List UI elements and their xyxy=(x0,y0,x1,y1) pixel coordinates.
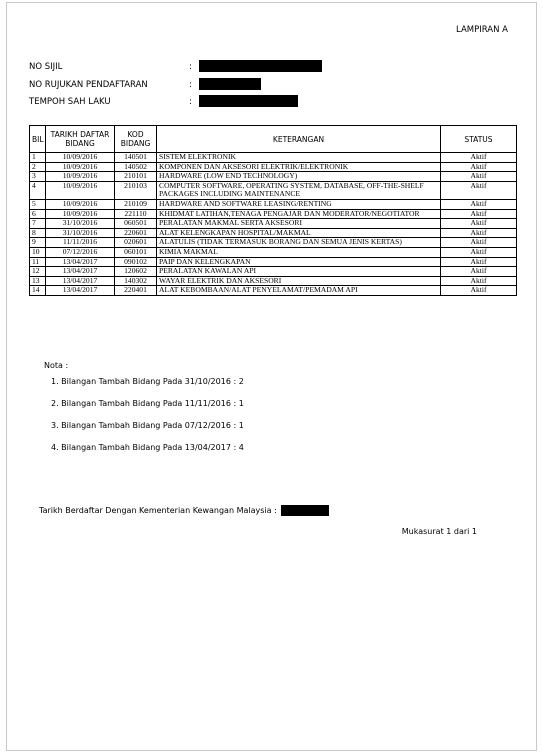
table-header-row xyxy=(30,126,517,153)
cell-keterangan: COMPUTER SOFTWARE, OPERATING SYSTEM, DATABASE, OFF-THE-SHELF PACKAGES INCLUDING MAINTENANCE xyxy=(157,181,441,199)
cell-tarikh: 10/09/2016 xyxy=(46,209,115,219)
cell-status: Aktif xyxy=(441,238,517,248)
cell-kod: 120602 xyxy=(115,267,157,277)
cell-bil: 8 xyxy=(30,228,46,238)
cell-bil: 4 xyxy=(30,181,46,199)
cell-kod: 060101 xyxy=(115,247,157,257)
table-row xyxy=(30,181,517,199)
cell-keterangan: SISTEM ELEKTRONIK xyxy=(157,153,441,163)
header-kod: KOD BIDANG xyxy=(115,126,157,153)
nota-item: 4. Bilangan Tambah Bidang Pada 13/04/2017 : 4 xyxy=(51,443,244,452)
cell-bil: 9 xyxy=(30,238,46,248)
cell-bil: 12 xyxy=(30,267,46,277)
table-row xyxy=(30,257,517,267)
cell-keterangan: PERALATAN KAWALAN API xyxy=(157,267,441,277)
cell-status: Aktif xyxy=(441,286,517,296)
cell-kod: 210109 xyxy=(115,199,157,209)
cell-status: Aktif xyxy=(441,153,517,163)
cell-status: Aktif xyxy=(441,181,517,199)
cell-kod: 140302 xyxy=(115,276,157,286)
cell-bil: 13 xyxy=(30,276,46,286)
cell-kod: 221110 xyxy=(115,209,157,219)
no-rujukan-row xyxy=(29,78,261,90)
cell-tarikh: 10/09/2016 xyxy=(46,181,115,199)
cell-kod: 090102 xyxy=(115,257,157,267)
lampiran-label: LAMPIRAN A xyxy=(456,25,508,35)
cell-keterangan: PERALATAN MAKMAL SERTA AKSESORI xyxy=(157,219,441,229)
nota-item: 3. Bilangan Tambah Bidang Pada 07/12/2016 : 1 xyxy=(51,421,244,430)
cell-kod: 210101 xyxy=(115,172,157,182)
redacted-no-sijil xyxy=(199,60,322,72)
cell-keterangan: KOMPONEN DAN AKSESORI ELEKTRIK/ELEKTRONIK xyxy=(157,162,441,172)
cell-status: Aktif xyxy=(441,267,517,277)
cell-keterangan: HARDWARE AND SOFTWARE LEASING/RENTING xyxy=(157,199,441,209)
cell-tarikh: 13/04/2017 xyxy=(46,276,115,286)
cell-bil: 10 xyxy=(30,247,46,257)
cell-keterangan: ALATULIS (TIDAK TERMASUK BORANG DAN SEMUA JENIS KERTAS) xyxy=(157,238,441,248)
cell-tarikh: 13/04/2017 xyxy=(46,257,115,267)
cell-kod: 060501 xyxy=(115,219,157,229)
table-row xyxy=(30,153,517,163)
cell-kod: 220401 xyxy=(115,286,157,296)
cell-tarikh: 10/09/2016 xyxy=(46,162,115,172)
no-sijil-label: NO SIJIL xyxy=(29,61,63,72)
cell-bil: 1 xyxy=(30,153,46,163)
table-row xyxy=(30,172,517,182)
cell-bil: 14 xyxy=(30,286,46,296)
header-status: STATUS xyxy=(441,126,517,153)
cell-keterangan: PAIP DAN KELENGKAPAN xyxy=(157,257,441,267)
tempoh-row xyxy=(29,95,298,107)
cell-tarikh: 13/04/2017 xyxy=(46,267,115,277)
no-sijil-row xyxy=(29,60,322,72)
table-row xyxy=(30,199,517,209)
header-bil: BIL xyxy=(30,126,46,153)
colon: : xyxy=(189,79,192,90)
redacted-tempoh xyxy=(199,95,298,107)
nota-title: Nota : xyxy=(44,361,69,370)
cell-bil: 7 xyxy=(30,219,46,229)
cell-status: Aktif xyxy=(441,276,517,286)
header-tarikh: TARIKH DAFTAR BIDANG xyxy=(46,126,115,153)
cell-kod: 210103 xyxy=(115,181,157,199)
table-row xyxy=(30,247,517,257)
cell-kod: 140502 xyxy=(115,162,157,172)
redacted-tarikh xyxy=(281,505,329,516)
colon: : xyxy=(189,96,192,107)
cell-tarikh: 10/09/2016 xyxy=(46,172,115,182)
cell-tarikh: 10/09/2016 xyxy=(46,199,115,209)
cell-tarikh: 11/11/2016 xyxy=(46,238,115,248)
cell-status: Aktif xyxy=(441,172,517,182)
cell-keterangan: WAYAR ELEKTRIK DAN AKSESORI xyxy=(157,276,441,286)
cell-bil: 2 xyxy=(30,162,46,172)
colon: : xyxy=(189,61,192,72)
cell-tarikh: 31/10/2016 xyxy=(46,219,115,229)
nota-item: 2. Bilangan Tambah Bidang Pada 11/11/2016 : 1 xyxy=(51,399,244,408)
cell-status: Aktif xyxy=(441,219,517,229)
cell-keterangan: HARDWARE (LOW END TECHNOLOGY) xyxy=(157,172,441,182)
bidang-table xyxy=(29,125,517,296)
cell-kod: 220601 xyxy=(115,228,157,238)
cell-bil: 3 xyxy=(30,172,46,182)
cell-bil: 6 xyxy=(30,209,46,219)
table-row xyxy=(30,286,517,296)
header-keterangan: KETERANGAN xyxy=(157,126,441,153)
cell-keterangan: ALAT KELENGKAPAN HOSPITAL/MAKMAL xyxy=(157,228,441,238)
cell-bil: 11 xyxy=(30,257,46,267)
cell-keterangan: KIMIA MAKMAL xyxy=(157,247,441,257)
tarikh-berdaftar-label: Tarikh Berdaftar Dengan Kementerian Kewangan Malaysia : xyxy=(39,506,277,515)
cell-tarikh: 31/10/2016 xyxy=(46,228,115,238)
cell-tarikh: 07/12/2016 xyxy=(46,247,115,257)
cell-status: Aktif xyxy=(441,209,517,219)
cell-status: Aktif xyxy=(441,162,517,172)
cell-tarikh: 10/09/2016 xyxy=(46,153,115,163)
cell-kod: 140501 xyxy=(115,153,157,163)
cell-status: Aktif xyxy=(441,199,517,209)
cell-kod: 020601 xyxy=(115,238,157,248)
cell-bil: 5 xyxy=(30,199,46,209)
cell-status: Aktif xyxy=(441,257,517,267)
page-number: Mukasurat 1 dari 1 xyxy=(401,527,477,536)
redacted-no-rujukan xyxy=(199,78,261,90)
tarikh-berdaftar-row xyxy=(39,505,329,516)
tempoh-label: TEMPOH SAH LAKU xyxy=(29,96,111,107)
cell-status: Aktif xyxy=(441,228,517,238)
table-row xyxy=(30,238,517,248)
nota-item: 1. Bilangan Tambah Bidang Pada 31/10/2016 : 2 xyxy=(51,377,244,386)
table-row xyxy=(30,267,517,277)
cell-keterangan: KHIDMAT LATIHAN,TENAGA PENGAJAR DAN MODERATOR/NEGOTIATOR xyxy=(157,209,441,219)
cell-tarikh: 13/04/2017 xyxy=(46,286,115,296)
cell-keterangan: ALAT KEBOMBAAN/ALAT PENYELAMAT/PEMADAM API xyxy=(157,286,441,296)
cell-status: Aktif xyxy=(441,247,517,257)
no-rujukan-label: NO RUJUKAN PENDAFTARAN xyxy=(29,79,148,90)
table-body xyxy=(30,153,517,296)
table-row xyxy=(30,219,517,229)
